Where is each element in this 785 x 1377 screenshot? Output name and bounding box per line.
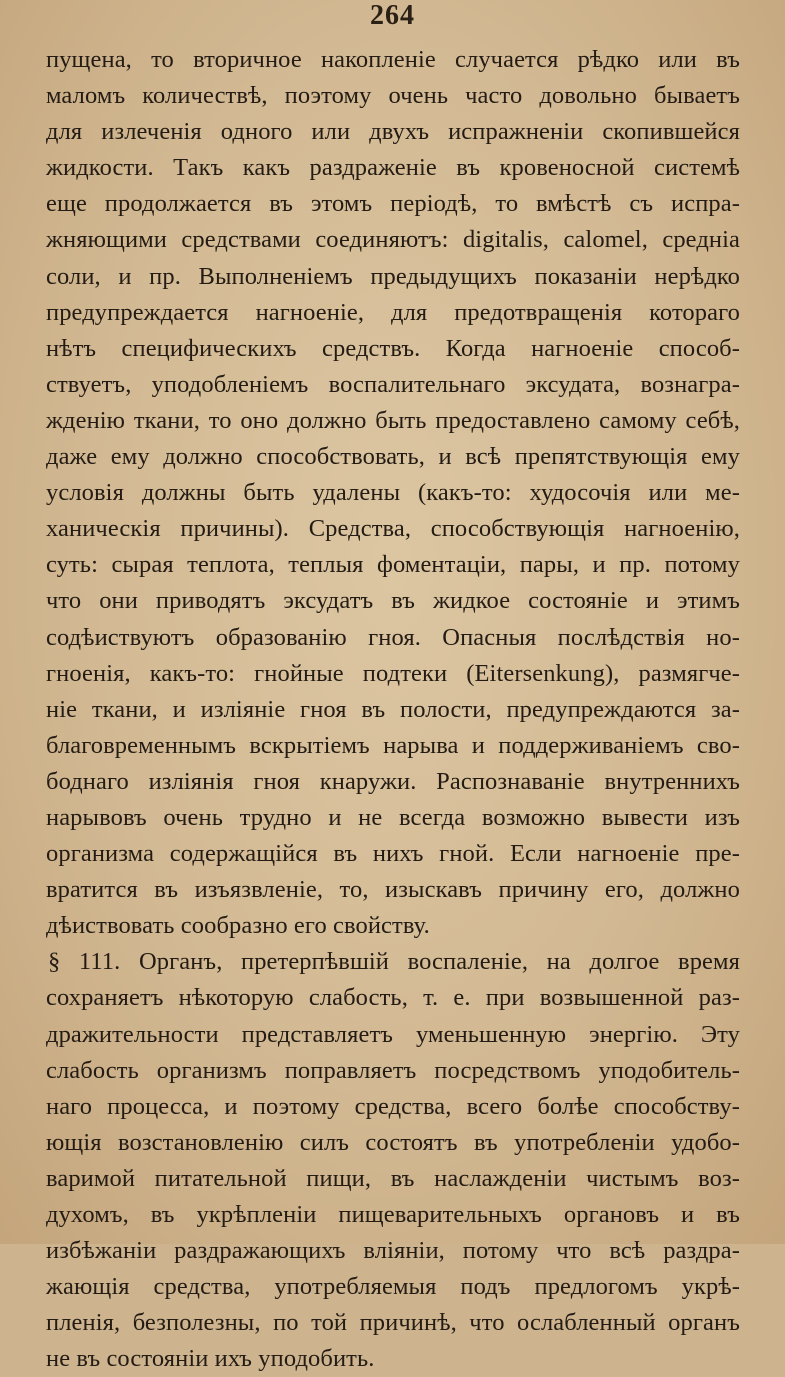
text-line: ствуетъ, уподобленіемъ воспалительнаго эксудата, вознагра-: [46, 370, 740, 398]
text-line: сохраняетъ нѣкоторую слабость, т. е. при возвышенной раз-: [46, 984, 740, 1012]
page-number: 264: [370, 0, 415, 31]
text-line: слабость организмъ поправляетъ посредствомъ уподобитель-: [46, 1056, 740, 1084]
text-line: организма содержащійся въ нихъ гной. Если нагноеніе пре-: [46, 840, 740, 868]
text-line: предупреждается нагноеніе, для предотвращенія котораго: [46, 298, 740, 326]
text-line: ханическія причины). Средства, способствующія нагноенію,: [46, 515, 740, 543]
text-line: вратится въ изъязвленіе, то, изыскавъ причину его, должно: [46, 876, 740, 904]
text-line: пленія, безполезны, по той причинѣ, что ослабленный органъ: [46, 1309, 740, 1337]
text-line: содѣиствуютъ образованію гноя. Опасныя послѣдствія но-: [46, 623, 740, 651]
text-line: жняющими средствами соединяютъ: digitalis, calomel, средніа: [46, 226, 740, 254]
text-line: боднаго изліянія гноя кнаружи. Распознаваніе внутреннихъ: [46, 767, 740, 795]
text-line: соли, и пр. Выполненіемъ предыдущихъ показаніи нерѣдко: [46, 262, 740, 290]
text-line: маломъ количествѣ, поэтому очень часто довольно бываетъ: [46, 82, 740, 110]
text-line: гноенія, какъ-то: гнойные подтеки (Eitersenkung), размягче-: [46, 659, 740, 687]
text-line: избѣжаніи раздражающихъ вліяніи, потому что всѣ раздра-: [46, 1237, 740, 1265]
text-line: нарывовъ очень трудно и не всегда возможно вывести изъ: [46, 803, 740, 831]
paragraph-end-line: не въ состояніи ихъ уподобить.: [46, 1345, 375, 1373]
text-line: ніе ткани, и изліяніе гноя въ полости, предупреждаются за-: [46, 695, 740, 723]
text-line: нѣтъ специфическихъ средствъ. Когда нагноеніе способ-: [46, 334, 740, 362]
text-line: для излеченія одного или двухъ испражненіи скопившейся: [46, 118, 740, 146]
text-line: пущена, то вторичное накопленіе случается рѣдко или въ: [46, 46, 740, 73]
text-line: жающія средства, употребляемыя подъ предлогомъ укрѣ-: [46, 1273, 740, 1301]
text-line: дражительности представляетъ уменьшенную энергію. Эту: [46, 1020, 740, 1048]
text-line: условія должны быть удалены (какъ-то: худосочія или ме-: [46, 479, 740, 507]
text-line: благовременнымъ вскрытіемъ нарыва и поддерживаніемъ сво-: [46, 731, 740, 759]
text-line: ющія возстановленію силъ состоятъ въ употребленіи удобо-: [46, 1128, 740, 1156]
text-line: еще продолжается въ этомъ періодѣ, то вмѣстѣ съ испра-: [46, 190, 740, 218]
text-line: что они приводятъ эксудатъ въ жидкое состояніе и этимъ: [46, 587, 740, 615]
text-line: духомъ, въ укрѣпленіи пищеварительныхъ органовъ и въ: [46, 1201, 740, 1228]
text-line: жидкости. Такъ какъ раздраженіе въ кровеносной системѣ: [46, 154, 740, 182]
text-line: суть: сырая теплота, теплыя фоментаціи, пары, и пр. потому: [46, 551, 740, 579]
text-line: варимой питательной пищи, въ наслажденіи чистымъ воз-: [46, 1164, 740, 1192]
section-111-start-line: § 111. Органъ, претерпѣвшій воспаленіе, на долгое время: [48, 948, 740, 976]
text-line: наго процесса, и поэтому средства, всего болѣе способству-: [46, 1092, 740, 1120]
body-text: [46, 42, 740, 1377]
text-line: даже ему должно способствовать, и всѣ препятствующія ему: [46, 443, 740, 471]
text-line: жденію ткани, то оно должно быть предоставлено самому себѣ,: [46, 406, 740, 434]
paragraph-end-line: дѣиствовать сообразно его свойству.: [46, 912, 430, 940]
